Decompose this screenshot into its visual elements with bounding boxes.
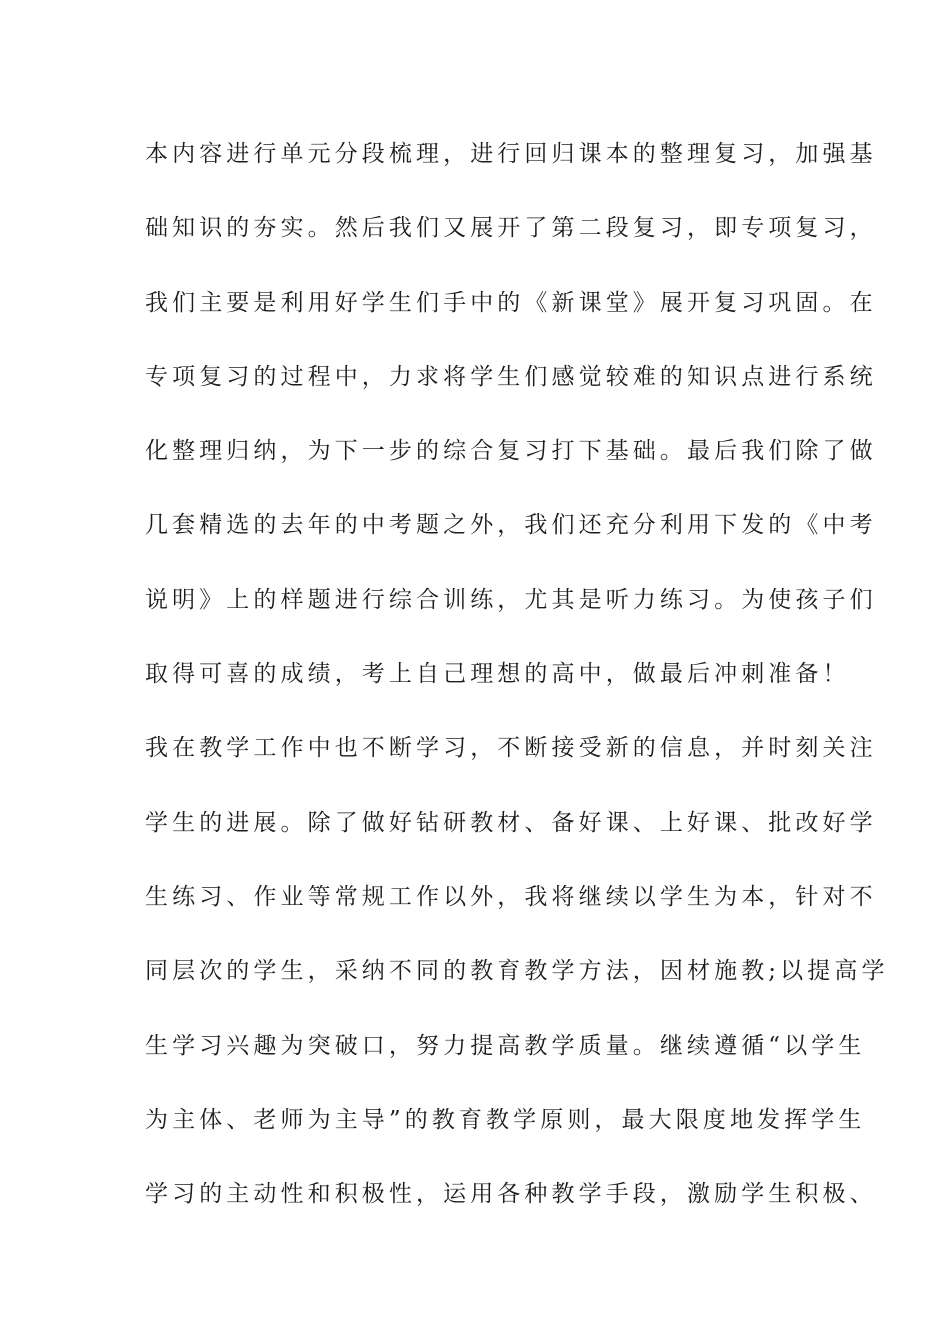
text-line-12: 同层次的学生，采纳不同的教育教学方法，因材施教;以提高学 bbox=[145, 958, 889, 985]
text-line-7: 说明》上的样题进行综合训练，尤其是听力练习。为使孩子们 bbox=[145, 586, 877, 613]
body-text bbox=[145, 128, 889, 1242]
text-line-11: 生练习、作业等常规工作以外，我将继续以学生为本，针对不 bbox=[145, 883, 877, 910]
text-line-1: 本内容进行单元分段梳理，进行回归课本的整理复习，加强基 bbox=[145, 141, 877, 167]
text-line-14: 为主体、老师为主导”的教育教学原则，最大限度地发挥学生 bbox=[145, 1106, 866, 1133]
text-line-4: 专项复习的过程中，力求将学生们感觉较难的知识点进行系统 bbox=[145, 363, 877, 390]
text-line-3: 我们主要是利用好学生们手中的《新课堂》展开复习巩固。在 bbox=[145, 289, 877, 316]
text-line-2: 础知识的夯实。然后我们又展开了第二段复习，即专项复习， bbox=[145, 215, 877, 242]
text-line-8: 取得可喜的成绩，考上自己理想的高中，做最后冲刺准备！ bbox=[145, 661, 850, 688]
text-line-9: 我在教学工作中也不断学习，不断接受新的信息，并时刻关注 bbox=[145, 735, 877, 762]
text-line-6: 几套精选的去年的中考题之外，我们还充分利用下发的《中考 bbox=[145, 512, 877, 539]
text-line-10: 学生的进展。除了做好钻研教材、备好课、上好课、批改好学 bbox=[145, 809, 877, 836]
text-line-13: 生学习兴趣为突破口，努力提高教学质量。继续遵循“以学生 bbox=[145, 1032, 866, 1059]
text-line-5: 化整理归纳，为下一步的综合复习打下基础。最后我们除了做 bbox=[145, 438, 877, 465]
text-line-15: 学习的主动性和积极性，运用各种教学手段，激励学生积极、 bbox=[145, 1181, 877, 1208]
